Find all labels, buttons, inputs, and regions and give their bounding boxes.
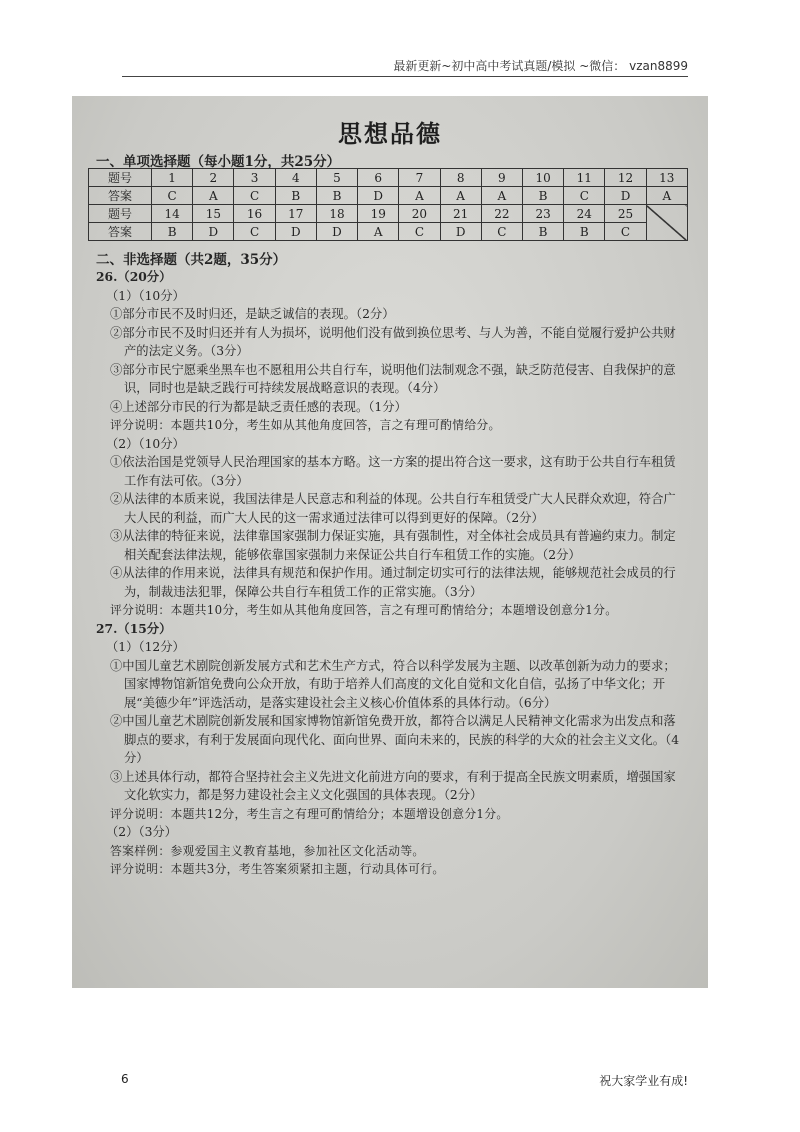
header-text: 最新更新~初中高中考试真题/模拟 ~微信： vzan8899 [393,59,688,73]
section-2-title: 二、非选择题（共2题，35分） [96,252,287,268]
table-cell: 22 [481,205,522,223]
table-cell: C [234,187,275,205]
table-cell: 19 [358,205,399,223]
table-cell: 3 [234,169,275,187]
table-cell: D [440,223,481,241]
table-cell: A [358,223,399,241]
table-cell: 1 [152,169,193,187]
table-cell: D [605,187,646,205]
table-cell: C [399,223,440,241]
table-row-label: 题号 [89,205,152,223]
answer-line: （2）（3分） [106,825,177,839]
table-cell: D [358,187,399,205]
table-cell: 23 [522,205,563,223]
answer-line: ③部分市民宁愿乘坐黑车也不愿租用公共自行车，说明他们法制观念不强，缺乏防范侵害、自我保护的意识，同时也是缺乏践行可持续发展战略意识的表现。（4分） [110,362,676,395]
answer-line: 26.（20分） [96,269,172,284]
table-cell: D [275,223,316,241]
table-cell: A [399,187,440,205]
table-row [89,187,688,205]
table-cell: 13 [646,169,687,187]
table-cell: 6 [358,169,399,187]
table-cell: 7 [399,169,440,187]
table-cell: C [152,187,193,205]
table-cell: 24 [564,205,605,223]
answer-line: 评分说明：本题共12分，考生言之有理可酌情给分；本题增设创意分1分。 [110,806,509,821]
answer-line: ②部分市民不及时归还并有人为损坏，说明他们没有做到换位思考、与人为善，不能自觉履行爱护公共财产的法定义务。（3分） [110,325,676,358]
table-cell: B [275,187,316,205]
table-row-label: 答案 [89,187,152,205]
answer-body [96,268,682,879]
answer-line: ④上述部分市民的行为都是缺乏责任感的表现。（1分） [110,399,407,414]
section-1-title: 一、单项选择题（每小题1分，共25分） [96,154,341,170]
answer-line: 评分说明：本题共3分，考生答案须紧扣主题，行动具体可行。 [110,862,445,876]
table-cell: A [646,187,687,205]
table-cell: 15 [193,205,234,223]
table-cell: D [193,223,234,241]
table-cell: C [481,223,522,241]
table-row-label: 答案 [89,223,152,241]
table-cell: C [234,223,275,241]
answer-line: ①依法治国是党领导人民治理国家的基本方略。这一方案的提出符合这一要求，这有助于公共自行车租赁工作有法可依。（3分） [110,455,676,488]
table-cell: D [316,223,357,241]
table-cell: 17 [275,205,316,223]
table-cell: 11 [564,169,605,187]
table-cell: 18 [316,205,357,223]
document-title: 思想品德 [338,119,442,148]
answer-line: ③从法律的特征来说，法律靠国家强制力保证实施，具有强制性，对全体社会成员具有普遍约束力。制定相关配套法律法规，能够依靠国家强制力来保证公共自行车租赁工作的实施。（2分） [110,529,676,562]
table-row [89,169,688,187]
table-cell: 10 [522,169,563,187]
table-cell: B [522,223,563,241]
footer-text: 祝大家学业有成! [599,1074,688,1088]
table-row [89,223,688,241]
table-cell: A [440,187,481,205]
table-cell: C [605,223,646,241]
table-cell: 4 [275,169,316,187]
answer-line: ③上述具体行动，都符合坚持社会主义先进文化前进方向的要求，有利于提高全民族文明素质，增强国家文化软实力，都是努力建设社会主义文化强国的具体表现。（2分） [110,769,676,802]
answer-line: ④从法律的作用来说，法律具有规范和保护作用。通过制定切实可行的法律法规，能够规范社会成员的行为，制裁违法犯罪，保障公共自行车租赁工作的正常实施。（3分） [110,566,676,599]
table-cell: 20 [399,205,440,223]
table-cell: 16 [234,205,275,223]
table-row [89,205,688,223]
empty-diagonal-cell [646,205,687,241]
table-cell: 2 [193,169,234,187]
table-cell: B [152,223,193,241]
page-number: 6 [121,1072,129,1086]
answer-line: 27.（15分） [96,620,172,636]
table-cell: 8 [440,169,481,187]
answer-line: ①部分市民不及时归还，是缺乏诚信的表现。（2分） [110,307,395,321]
answer-line: 答案样例：参观爱国主义教育基地，参加社区文化活动等。 [110,843,425,858]
answer-line: （1）（12分） [106,640,185,654]
table-cell: 9 [481,169,522,187]
answer-table [88,168,688,241]
table-cell: C [564,187,605,205]
header-rule [122,76,688,77]
table-cell: A [193,187,234,205]
answer-line: ②中国儿童艺术剧院创新发展和国家博物馆新馆免费开放，都符合以满足人民精神文化需求为出发点和落脚点的要求，有利于发展面向现代化、面向世界、面向未来的，民族的科学的大众的社会主义文化。（4分） [110,714,680,765]
table-cell: 12 [605,169,646,187]
answer-line: 评分说明：本题共10分，考生如从其他角度回答，言之有理可酌情给分。 [110,418,501,432]
table-cell: 5 [316,169,357,187]
answer-line: ②从法律的本质来说，我国法律是人民意志和利益的体现。公共自行车租赁受广大人民群众欢迎，符合广大人民的利益，而广大人民的这一需求通过法律可以得到更好的保障。（2分） [110,492,676,525]
answer-line: ①中国儿童艺术剧院创新发展方式和艺术生产方式，符合以科学发展为主题、以改革创新为动力的要求；国家博物馆新馆免费向公众开放，有助于培养人们高度的文化自觉和文化自信，弘扬了中华文化；开展“美德少年”评选活动，是落实建设社会主义核心价值体系的具体行动。（6分） [110,658,676,710]
table-cell: A [481,187,522,205]
table-cell: B [316,187,357,205]
table-cell: 14 [152,205,193,223]
table-cell: B [564,223,605,241]
answer-line: （2）（10分） [106,436,185,451]
scanned-answer-sheet [72,96,708,988]
table-cell: 21 [440,205,481,223]
answer-line: 评分说明：本题共10分，考生如从其他角度回答，言之有理可酌情给分；本题增设创意分1分。 [110,603,618,617]
table-cell: B [522,187,563,205]
answer-line: （1）（10分） [106,288,185,303]
table-row-label: 题号 [89,169,152,187]
table-cell: 25 [605,205,646,223]
